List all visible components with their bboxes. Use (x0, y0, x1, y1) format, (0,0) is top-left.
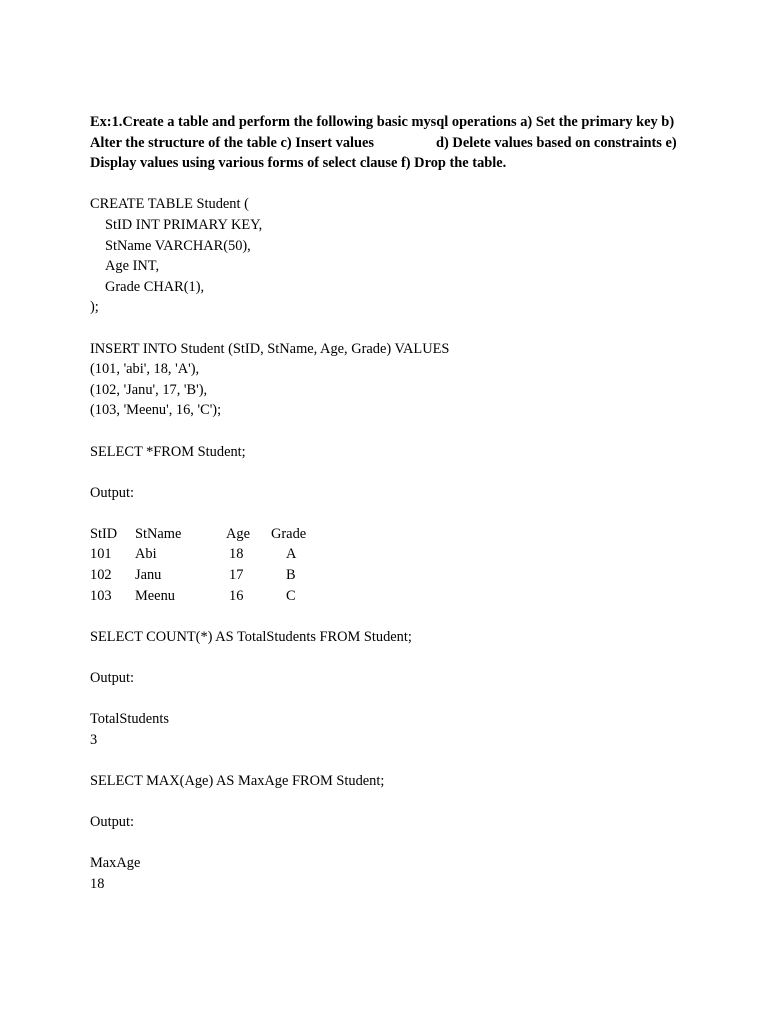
exercise-heading-part2: d) Delete values based on constraints e) Display values using various forms of select clause f) Drop the table. (90, 134, 677, 172)
table-header-row (90, 524, 690, 545)
code-line: (102, 'Janu', 17, 'B'), (90, 381, 208, 398)
max-column-header: MaxAge (90, 855, 141, 872)
code-line: Grade CHAR(1), (105, 278, 205, 295)
column-header-stid: StID (90, 525, 118, 542)
table-row (90, 544, 690, 565)
insert-block (90, 339, 690, 421)
cell-age: 16 (229, 587, 244, 604)
count-block (90, 627, 690, 751)
cell-stid: 102 (90, 567, 112, 584)
cell-grade: A (286, 546, 297, 563)
column-header-grade: Grade (271, 525, 307, 542)
code-line: (103, 'Meenu', 16, 'C'); (90, 402, 222, 419)
cell-stname: Meenu (135, 587, 175, 604)
code-line: (101, 'abi', 18, 'A'), (90, 361, 200, 378)
code-line: ); (90, 299, 99, 316)
exercise-heading (90, 112, 680, 174)
result-table (90, 524, 690, 606)
column-header-stname: StName (135, 525, 182, 542)
code-line: StName VARCHAR(50), (105, 237, 251, 254)
cell-age: 18 (229, 546, 244, 563)
output-label: Output: (90, 814, 134, 831)
document-page (90, 112, 690, 895)
cell-stname: Abi (135, 546, 157, 563)
max-value: 18 (90, 875, 105, 892)
cell-grade: C (286, 587, 296, 604)
output-label: Output: (90, 670, 134, 687)
create-table-block (90, 194, 690, 318)
code-line: Age INT, (105, 258, 160, 275)
select-all-query: SELECT *FROM Student; (90, 443, 246, 460)
cell-age: 17 (229, 567, 244, 584)
column-header-age: Age (226, 525, 250, 542)
cell-stid: 103 (90, 587, 112, 604)
table-row (90, 586, 690, 607)
exercise-heading-part1: Ex:1.Create a table and perform the following basic mysql operations a) Set the primary key b) Alter the structure of the table c) Insert values (90, 114, 675, 151)
max-block (90, 771, 690, 895)
count-column-header: TotalStudents (90, 711, 169, 728)
select-all-block (90, 442, 690, 607)
code-line: StID INT PRIMARY KEY, (105, 216, 263, 233)
table-row (90, 565, 690, 586)
count-query: SELECT COUNT(*) AS TotalStudents FROM Student; (90, 628, 412, 645)
code-line: INSERT INTO Student (StID, StName, Age, Grade) VALUES (90, 340, 450, 357)
code-line: CREATE TABLE Student ( (90, 196, 249, 213)
output-label: Output: (90, 484, 134, 501)
count-value: 3 (90, 731, 98, 748)
cell-stname: Janu (135, 567, 162, 584)
cell-grade: B (286, 567, 296, 584)
cell-stid: 101 (90, 546, 112, 563)
max-query: SELECT MAX(Age) AS MaxAge FROM Student; (90, 773, 385, 789)
